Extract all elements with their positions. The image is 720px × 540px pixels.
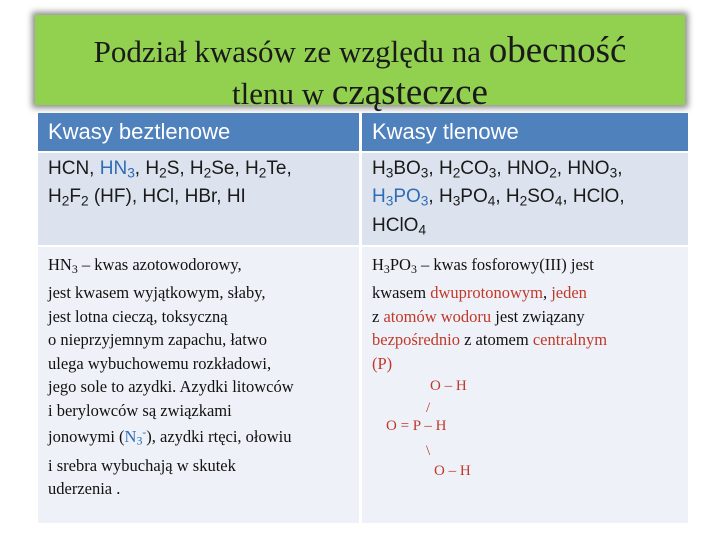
acid-table: [38, 113, 688, 523]
header-oxygen: Kwasy tlenowe: [362, 113, 688, 151]
title-line-2: tlenu w cząsteczce: [232, 72, 488, 113]
right-formulas: $H_3BO_3$, $H_2CO_3$, $HNO_2$, $HNO_3$, $H_3PO_3$, $H_3PO_4$, $H_2SO_4$, HClO, HClO$_4$: [372, 158, 625, 238]
structure-oh-bottom: O – H: [434, 463, 471, 479]
slide-title: [35, 15, 685, 113]
title-line-1: Podział kwasów ze względu na obecność: [93, 30, 627, 71]
header-anaerobic: Kwasy beztlenowe: [38, 113, 359, 151]
structure-bond-up: /: [426, 400, 431, 416]
left-description: $HN_3$ – kwas azotowodorowy, jest kwasem wyjątkowym, słaby, jest lotna cieczą, toksyczną o nieprzyjemnym zapachu, łatwo ulega wybuchowemu rozkładowi, jego sole to azydki. Azydki litowców i berylowców są związkami jonowymi $(N_3^-)$, azydki rtęci, ołowiu i srebra wybuchają w skutek uderzenia .: [48, 255, 294, 499]
structure-bond-down: \: [426, 443, 431, 459]
left-formulas: HCN, $HN_3$, $H_2S$, $H_2Se$, $H_2Te$, $H_2F_2$ (HF), HCl, HBr, HI: [48, 158, 292, 209]
right-description: $H_3PO_3$ – kwas fosforowy(III) jest kwasem dwuprotonowym, jeden z atomów wodoru jest związany bezpośrednio z atomem centralnym (P): [372, 255, 608, 373]
structure-oh-top: O – H: [430, 378, 467, 394]
structure-opo: O = P – H: [386, 418, 447, 434]
